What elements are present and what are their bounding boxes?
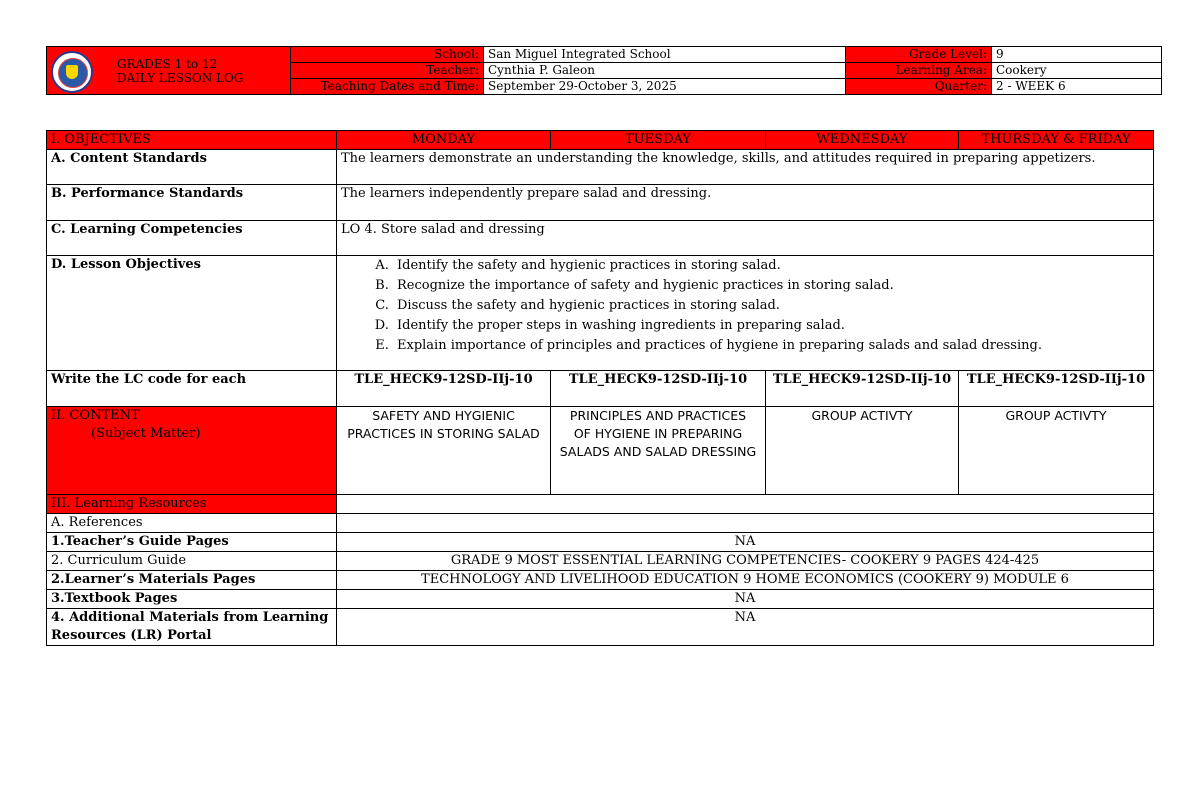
content-standards-label: A. Content Standards — [47, 150, 337, 185]
learners-materials-label: 2.Learner’s Materials Pages — [47, 571, 337, 590]
day-header-tuesday: TUESDAY — [551, 131, 766, 150]
lesson-log-table — [46, 130, 1154, 646]
school-label: School: — [291, 47, 484, 63]
textbook-pages-value: NA — [337, 590, 1154, 609]
performance-standards-label: B. Performance Standards — [47, 185, 337, 221]
lc-code-wednesday: TLE_HECK9-12SD-IIj-10 — [766, 371, 959, 407]
content-wednesday: GROUP ACTIVTY — [766, 407, 959, 495]
lesson-objective-item: C. Discuss the safety and hygienic practices in storing salad. — [393, 296, 1149, 316]
curriculum-guide-value: GRADE 9 MOST ESSENTIAL LEARNING COMPETENCIES- COOKERY 9 PAGES 424-425 — [337, 552, 1154, 571]
lesson-objectives-list — [341, 256, 1149, 356]
content-standards-value: The learners demonstrate an understanding the knowledge, skills, and attitudes required in preparing appetizers. — [337, 150, 1154, 185]
learning-resources-value — [337, 495, 1154, 514]
lesson-objectives-cell — [337, 256, 1154, 371]
content-tuesday — [551, 407, 766, 495]
content-thursday-friday: GROUP ACTIVTY — [959, 407, 1154, 495]
lesson-objectives-label: D. Lesson Objectives — [47, 256, 337, 371]
grade-level-value: 9 — [992, 47, 1162, 63]
lesson-log-header — [46, 46, 1162, 95]
content-label-cell — [47, 407, 337, 495]
lc-code-monday: TLE_HECK9-12SD-IIj-10 — [337, 371, 551, 407]
lesson-objective-item: D. Identify the proper steps in washing ingredients in preparing salad. — [393, 316, 1149, 336]
lc-code-tuesday: TLE_HECK9-12SD-IIj-10 — [551, 371, 766, 407]
teacher-value: Cynthia P. Galeon — [484, 63, 846, 79]
teachers-guide-label: 1.Teacher’s Guide Pages — [47, 533, 337, 552]
day-header-monday: MONDAY — [337, 131, 551, 150]
deped-seal-icon — [51, 51, 93, 93]
learners-materials-value: TECHNOLOGY AND LIVELIHOOD EDUCATION 9 HOME ECONOMICS (COOKERY 9) MODULE 6 — [337, 571, 1154, 590]
lesson-objective-item: E. Explain importance of principles and practices of hygiene in preparing salads and salad dressing. — [393, 336, 1149, 356]
grade-title-cell — [47, 47, 291, 95]
lesson-objective-item: B. Recognize the importance of safety and hygienic practices in storing salad. — [393, 276, 1149, 296]
learning-competencies-value: LO 4. Store salad and dressing — [337, 221, 1154, 256]
school-value: San Miguel Integrated School — [484, 47, 846, 63]
lc-code-thursday-friday: TLE_HECK9-12SD-IIj-10 — [959, 371, 1154, 407]
references-label: A. References — [47, 514, 337, 533]
lesson-objective-item: A. Identify the safety and hygienic practices in storing salad. — [393, 256, 1149, 276]
content-label: II. CONTENT — [51, 408, 140, 423]
additional-materials-value: NA — [337, 609, 1154, 646]
learning-competencies-label: C. Learning Competencies — [47, 221, 337, 256]
learning-area-label: Learning Area: — [846, 63, 992, 79]
content-sublabel: (Subject Matter) — [91, 426, 201, 441]
teachers-guide-value: NA — [337, 533, 1154, 552]
additional-materials-label: 4. Additional Materials from Learning Resources (LR) Portal — [47, 609, 337, 646]
grade-title: GRADES 1 to 12 — [117, 56, 218, 71]
quarter-value: 2 - WEEK 6 — [992, 79, 1162, 95]
log-title: DAILY LESSON LOG — [117, 70, 244, 85]
content-tuesday-line2: OF HYGIENE IN PREPARING SALADS AND SALAD DRESSING — [559, 426, 757, 459]
performance-standards-value: The learners independently prepare salad and dressing. — [337, 185, 1154, 221]
learning-area-value: Cookery — [992, 63, 1162, 79]
day-header-wednesday: WEDNESDAY — [766, 131, 959, 150]
quarter-label: Quarter: — [846, 79, 992, 95]
learning-resources-label: III. Learning Resources — [47, 495, 337, 514]
objectives-header: I. OBJECTIVES — [47, 131, 337, 150]
day-header-thursday-friday: THURSDAY & FRIDAY — [959, 131, 1154, 150]
teacher-label: Teacher: — [291, 63, 484, 79]
dates-value: September 29-October 3, 2025 — [484, 79, 846, 95]
dates-label: Teaching Dates and Time: — [291, 79, 484, 95]
lc-code-label: Write the LC code for each — [47, 371, 337, 407]
curriculum-guide-label: 2. Curriculum Guide — [47, 552, 337, 571]
grade-level-label: Grade Level: — [846, 47, 992, 63]
references-value — [337, 514, 1154, 533]
content-tuesday-line1: PRINCIPLES AND PRACTICES — [569, 408, 747, 423]
content-monday: SAFETY AND HYGIENIC PRACTICES IN STORING SALAD — [337, 407, 551, 495]
textbook-pages-label: 3.Textbook Pages — [47, 590, 337, 609]
